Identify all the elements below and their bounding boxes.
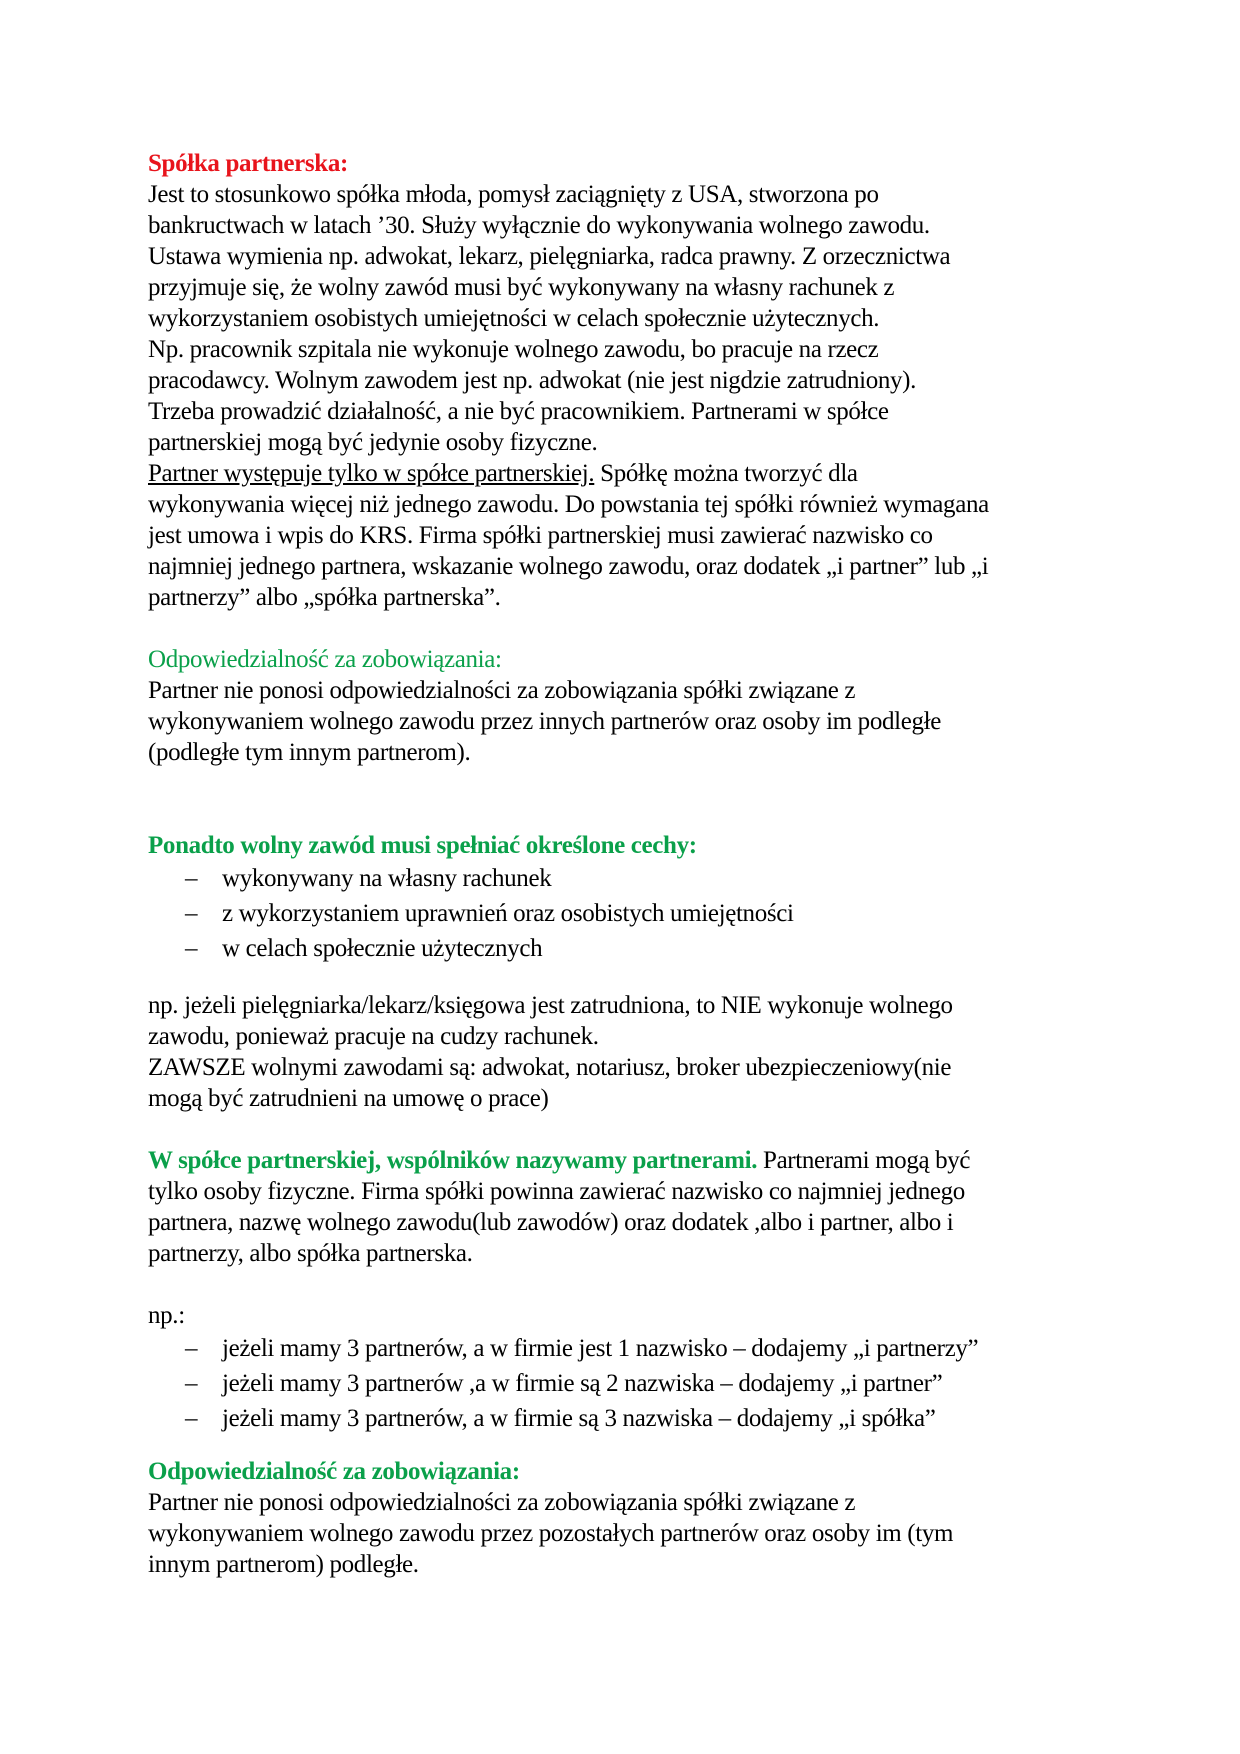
paragraph-line: najmniej jednego partnera, wskazanie wolnego zawodu, oraz dodatek „i partner” lub „i	[148, 553, 989, 580]
paragraph-line: (podległe tym innym partnerom).	[148, 739, 471, 766]
dash-bullet-icon: –	[185, 1335, 198, 1362]
paragraph-line: Partner nie ponosi odpowiedzialności za zobowiązania spółki związane z	[148, 677, 856, 704]
paragraph-line: partnera, nazwę wolnego zawodu(lub zawodów) oraz dodatek ,albo i partner, albo i	[148, 1209, 954, 1236]
paragraph-line: wykonywaniem wolnego zawodu przez innych partnerów oraz osoby im podległe	[148, 708, 941, 735]
paragraph-line: mogą być zatrudnieni na umowę o prace)	[148, 1085, 549, 1112]
heading-wspolnicy-partnerzy: W spółce partnerskiej, wspólników nazywamy partnerami.	[148, 1147, 758, 1174]
paragraph-line: partnerzy” albo „spółka partnerska”.	[148, 584, 501, 611]
list-item: – jeżeli mamy 3 partnerów, a w firmie są 3 nazwiska – dodajemy „i spółka”	[148, 1401, 1108, 1436]
list-item: – jeżeli mamy 3 partnerów, a w firmie jest 1 nazwisko – dodajemy „i partnerzy”	[148, 1331, 1108, 1366]
paragraph-line-underlined	[148, 458, 1108, 489]
list-item: – w celach społecznie użytecznych	[148, 931, 1108, 966]
paragraph-line: tylko osoby fizyczne. Firma spółki powinna zawierać nazwisko co najmniej jednego	[148, 1178, 965, 1205]
inline-text: Partnerami mogą być	[757, 1147, 971, 1174]
paragraph-line: jest umowa i wpis do KRS. Firma spółki partnerskiej musi zawierać nazwisko co	[148, 522, 933, 549]
paragraph-line: Trzeba prowadzić działalność, a nie być pracownikiem. Partnerami w spółce	[148, 398, 889, 425]
examples-list	[148, 1331, 1108, 1436]
paragraph-line: przyjmuje się, że wolny zawód musi być wykonywany na własny rachunek z	[148, 274, 895, 301]
paragraph-line-with-heading	[148, 1145, 1108, 1176]
underlined-statement: Partner występuje tylko w spółce partnerskiej.	[148, 460, 595, 487]
spacer	[148, 1269, 1108, 1300]
paragraph-line: Ustawa wymienia np. adwokat, lekarz, pielęgniarka, radca prawny. Z orzecznictwa	[148, 243, 951, 270]
heading-odpowiedzialnosc: Odpowiedzialność za zobowiązania:	[148, 646, 502, 673]
paragraph-line: Np. pracownik szpitala nie wykonuje wolnego zawodu, bo pracuje na rzecz	[148, 336, 879, 363]
spacer	[148, 1114, 1108, 1145]
spacer	[148, 768, 1108, 830]
paragraph-line: partnerskiej mogą być jedynie osoby fizyczne.	[148, 429, 598, 456]
list-item: – wykonywany na własny rachunek	[148, 861, 1108, 896]
paragraph-line: Jest to stosunkowo spółka młoda, pomysł zaciągnięty z USA, stworzona po	[148, 181, 879, 208]
paragraph-line: Partner nie ponosi odpowiedzialności za zobowiązania spółki związane z	[148, 1489, 856, 1516]
dash-bullet-icon: –	[185, 1370, 198, 1397]
paragraph-line: partnerzy, albo spółka partnerska.	[148, 1240, 473, 1267]
paragraph-line: innym partnerom) podległe.	[148, 1551, 419, 1578]
dash-bullet-icon: –	[185, 900, 198, 927]
heading-odpowiedzialnosc-2: Odpowiedzialność za zobowiązania:	[148, 1458, 520, 1485]
paragraph-line: bankructwach w latach ’30. Służy wyłącznie do wykonywania wolnego zawodu.	[148, 212, 930, 239]
example-label: np.:	[148, 1302, 185, 1329]
features-list	[148, 861, 1108, 966]
paragraph-line: wykonywaniem wolnego zawodu przez pozostałych partnerów oraz osoby im (tym	[148, 1520, 954, 1547]
spacer	[148, 966, 1108, 990]
spacer	[148, 613, 1108, 644]
dash-bullet-icon: –	[185, 935, 198, 962]
dash-bullet-icon: –	[185, 1405, 198, 1432]
paragraph-line: zawodu, ponieważ pracuje na cudzy rachunek.	[148, 1023, 599, 1050]
paragraph-line: np. jeżeli pielęgniarka/lekarz/księgowa jest zatrudniona, to NIE wykonuje wolnego	[148, 992, 953, 1019]
spacer	[148, 1436, 1108, 1456]
dash-bullet-icon: –	[185, 865, 198, 892]
document-page	[148, 148, 1108, 1580]
paragraph-line: wykorzystaniem osobistych umiejętności w celach społecznie użytecznych.	[148, 305, 880, 332]
inline-text: Spółkę można tworzyć dla	[594, 460, 858, 487]
paragraph-line: wykonywania więcej niż jednego zawodu. Do powstania tej spółki również wymagana	[148, 491, 989, 518]
list-item: – z wykorzystaniem uprawnień oraz osobistych umiejętności	[148, 896, 1108, 931]
paragraph-line: pracodawcy. Wolnym zawodem jest np. adwokat (nie jest nigdzie zatrudniony).	[148, 367, 917, 394]
list-item: – jeżeli mamy 3 partnerów ,a w firmie są 2 nazwiska – dodajemy „i partner”	[148, 1366, 1108, 1401]
heading-spolka-partnerska: Spółka partnerska:	[148, 150, 348, 177]
heading-cechy-wolnego-zawodu: Ponadto wolny zawód musi spełniać określone cechy:	[148, 832, 697, 859]
paragraph-line: ZAWSZE wolnymi zawodami są: adwokat, notariusz, broker ubezpieczeniowy(nie	[148, 1054, 952, 1081]
